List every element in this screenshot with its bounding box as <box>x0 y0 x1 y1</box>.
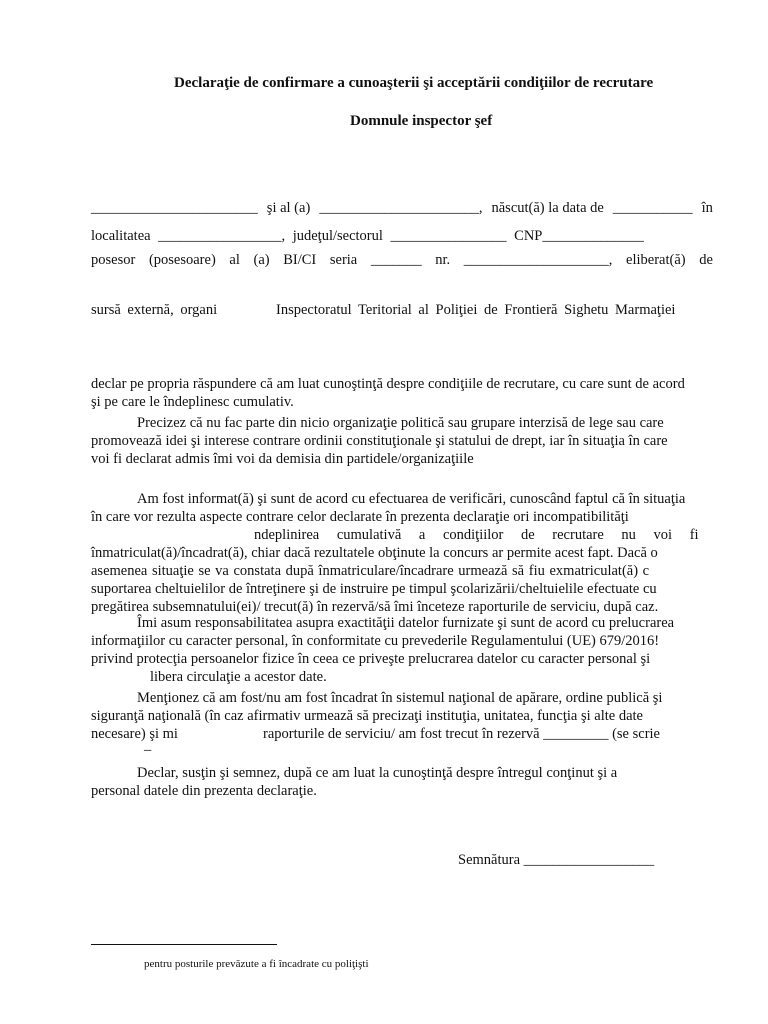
service-line-4: – <box>144 742 152 758</box>
name-blank: _______________________ <box>91 200 258 216</box>
holder-text: posesor <box>91 252 136 268</box>
verification-line-3: ndeplinirea cumulativă a condiţiilor de recrutare nu voi fi <box>254 527 699 543</box>
signature-blank: __________________ <box>523 852 655 868</box>
service-paragraph <box>91 689 713 757</box>
verification-line-1: Am fost informat(ă) şi sunt de acord cu efectuarea de verificări, cunoscând faptul că în situaţia <box>137 491 686 507</box>
declaration-line-1: declar pe propria răspundere că am luat cunoştinţă despre condiţiile de recrutare, cu care sunt de acord <box>91 376 685 392</box>
identity-line-3 <box>91 252 713 269</box>
issued-text: eliberat(ă) <box>626 252 686 268</box>
county-label: judeţul/sectorul <box>292 228 383 244</box>
declaration-paragraph <box>91 375 713 411</box>
politics-paragraph <box>91 414 713 468</box>
holder-f-text: (posesoare) <box>148 252 216 268</box>
and-of-text: şi al (a) <box>266 200 311 216</box>
birth-date-blank: ___________ <box>612 200 693 216</box>
data-line-2: informaţiilor cu caracter personal, în conformitate cu prevederile Regulamentului (UE) 679/2016! <box>91 633 660 649</box>
closing-line-1: Declar, susţin şi semnez, după ce am luat la cunoştinţă despre întregul conţinut şi a <box>137 765 618 781</box>
parent-name-blank: ______________________, <box>319 200 483 216</box>
of-a-text: (a) <box>253 252 270 268</box>
source-line-left: sursă externă, organi <box>91 302 218 318</box>
series-label: seria <box>329 252 358 268</box>
verification-line-2: în care vor rezulta aspecte contrare celor declarate în prezenta declaraţie ori incompatibilităţi <box>91 509 629 525</box>
in-text: în <box>701 200 713 216</box>
identity-line-1 <box>91 200 713 217</box>
verification-line-4: înmatriculat(ă)/încadrat(ă), chiar dacă rezultatele obţinute la concurs ar permite acest fapt. Dacă o <box>91 545 658 561</box>
service-line-3-left: necesare) şi mi <box>91 726 178 742</box>
signature-line <box>458 852 654 869</box>
data-line-4: libera circulaţie a acestor date. <box>150 669 327 685</box>
locality-label: localitatea <box>91 228 151 244</box>
locality-blank: _________________, <box>158 228 286 244</box>
verification-line-5: asemenea situaţie se va constata după înmatriculare/încadrare urmează să fiu exmatriculat(ă) c <box>91 563 650 579</box>
doc-type-text: BI/CI <box>283 252 317 268</box>
series-blank: _______ <box>370 252 422 268</box>
footnote-text: pentru posturile prevăzute a fi încadrate cu poliţişti <box>144 958 369 970</box>
closing-line-2: personal datele din prezenta declaraţie. <box>91 783 317 799</box>
data-line-1: Îmi asum responsabilitatea asupra exactităţii datelor furnizate şi sunt de acord cu prelucrarea <box>137 615 675 631</box>
service-line-3-right: raporturile de serviciu/ am fost trecut în rezervă _________ (se scrie <box>263 726 660 742</box>
footnote-separator <box>91 944 277 945</box>
service-line-2: siguranţă naţională (în caz afirmativ urmează să precizaţi instituţia, unitatea, funcţia şi alte date <box>91 708 643 724</box>
by-text: de <box>699 252 713 268</box>
data-line-3: privind protecţia persoanelor fizice în ceea ce priveşte prelucrarea datelor cu caracter personal şi <box>91 651 651 667</box>
politics-line-3: voi fi declarat admis îmi voi da demisia din partidele/organizaţiile <box>91 451 474 467</box>
data-paragraph <box>91 614 713 686</box>
signature-label: Semnătura <box>458 852 521 868</box>
politics-line-1: Precizez că nu fac parte din nicio organizaţie politică sau grupare interzisă de lege sau care <box>137 415 664 431</box>
document-title: Declaraţie de confirmare a cunoaşterii şi acceptării condiţiilor de recrutare <box>174 75 654 91</box>
number-blank: ____________________, <box>463 252 613 268</box>
verification-paragraph <box>91 490 713 616</box>
verification-line-7: pregătirea subsemnatului(ei)/ trecut(ă) în rezervă/să îmi înceteze raporturile de serviciu, după caz. <box>91 599 659 615</box>
declaration-line-2: şi pe care le îndeplinesc cumulativ. <box>91 394 294 410</box>
verification-line-6: suportarea cheltuielilor de întreţinere şi de instruire pe timpul şcolarizării/cheltuielile efectuate cu <box>91 581 657 597</box>
service-line-1: Menţionez că am fost/nu am fost încadrat în sistemul naţional de apărare, ordine publică şi <box>137 690 663 706</box>
closing-paragraph <box>91 764 713 800</box>
politics-line-2: promovează idei şi interese contrare ordinii constituţionale şi statului de drept, iar în situaţia în care <box>91 433 668 449</box>
addressee: Domnule inspector şef <box>350 113 493 129</box>
born-text: născut(ă) la data de <box>491 200 604 216</box>
service-line-3 <box>91 725 713 743</box>
county-blank: ________________ <box>390 228 507 244</box>
of-text: al <box>229 252 240 268</box>
number-label: nr. <box>435 252 451 268</box>
identity-line-2 <box>91 228 644 245</box>
institution-name: Inspectoratul Teritorial al Poliţiei de Frontieră Sighetu Marmaţiei <box>276 302 676 318</box>
cnp-field: CNP______________ <box>514 228 644 244</box>
